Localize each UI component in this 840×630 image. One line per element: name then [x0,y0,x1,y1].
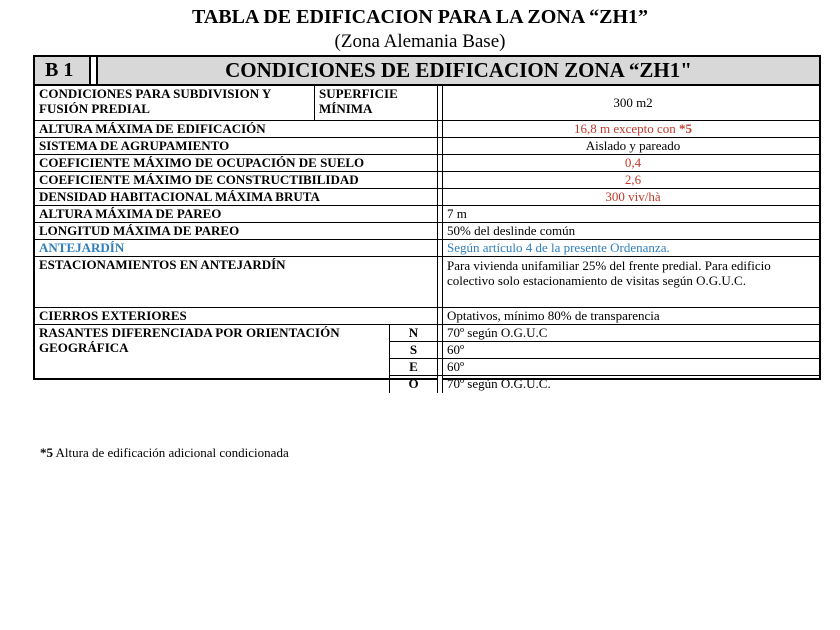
agrupamiento-label: SISTEMA DE AGRUPAMIENTO [35,138,438,155]
table-code: B 1 [35,57,91,84]
subdivision-label: CONDICIONES PARA SUBDIVISION Y FUSIÓN PREDIAL [35,86,315,121]
longitud-pareo-value: 50% del deslinde común [443,223,819,240]
altura-value-text: 16,8 m excepto con [573,121,680,136]
footnote-text: Altura de edificación adicional condicionada [53,445,289,460]
constructibilidad-value: 2,6 [443,172,819,189]
ocupacion-value: 0,4 [443,155,819,172]
altura-pareo-value: 7 m [443,206,819,223]
document-title: TABLA DE EDIFICACION PARA LA ZONA “ZH1” [192,6,648,28]
ocupacion-label: COEFICIENTE MÁXIMO DE OCUPACIÓN DE SUELO [35,155,438,172]
document-subtitle: (Zona Alemania Base) [334,31,506,52]
table-header [33,55,821,86]
rasante-value: 70º según O.G.U.C. [447,376,551,391]
densidad-label: DENSIDAD HABITACIONAL MÁXIMA BRUTA [35,189,438,206]
constructibilidad-label: COEFICIENTE MÁXIMO DE CONSTRUCTIBILIDAD [35,172,438,189]
agrupamiento-value: Aislado y pareado [443,138,819,155]
rasante-value: 60º [443,359,819,376]
rasante-value: 60º [443,342,819,359]
header-spacer [91,57,98,84]
subdivision-value: 300 m2 [443,86,819,121]
rasante-dir: E [390,359,438,376]
cierros-label: CIERROS EXTERIORES [35,308,438,325]
rasante-value: 70º según O.G.U.C [443,325,819,342]
rasante-dir: O [390,376,438,393]
longitud-pareo-label: LONGITUD MÁXIMA DE PAREO [35,223,438,240]
rasante-dir: S [390,342,438,359]
rasante-dir: N [390,325,438,342]
antejardin-value: Según artículo 4 de la presente Ordenanza. [443,240,819,257]
footnote [40,445,289,461]
altura-value-ref: *5 [679,121,693,136]
table-heading: CONDICIONES DE EDIFICACION ZONA “ZH1" [225,58,692,82]
antejardin-label: ANTEJARDÍN [35,240,438,257]
cierros-value: Optativos, mínimo 80% de transparencia [443,308,819,325]
altura-pareo-label: ALTURA MÁXIMA DE PAREO [35,206,438,223]
footnote-ref: *5 [40,445,53,460]
altura-label: ALTURA MÁXIMA DE EDIFICACIÓN [35,121,438,138]
altura-value [443,121,819,138]
densidad-value: 300 viv/hà [443,189,819,206]
estacionamientos-value: Para vivienda unifamiliar 25% del frente predial. Para edificio colectivo solo estacionamiento de visitas según O.G.U.C. [443,257,819,308]
superficie-label: SUPERFICIE MÍNIMA [315,86,438,121]
estacionamientos-label: ESTACIONAMIENTOS EN ANTEJARDÍN [35,257,438,308]
rasantes-label: RASANTES DIFERENCIADA POR ORIENTACIÓN GEOGRÁFICA [35,325,390,393]
conditions-table [33,86,821,391]
